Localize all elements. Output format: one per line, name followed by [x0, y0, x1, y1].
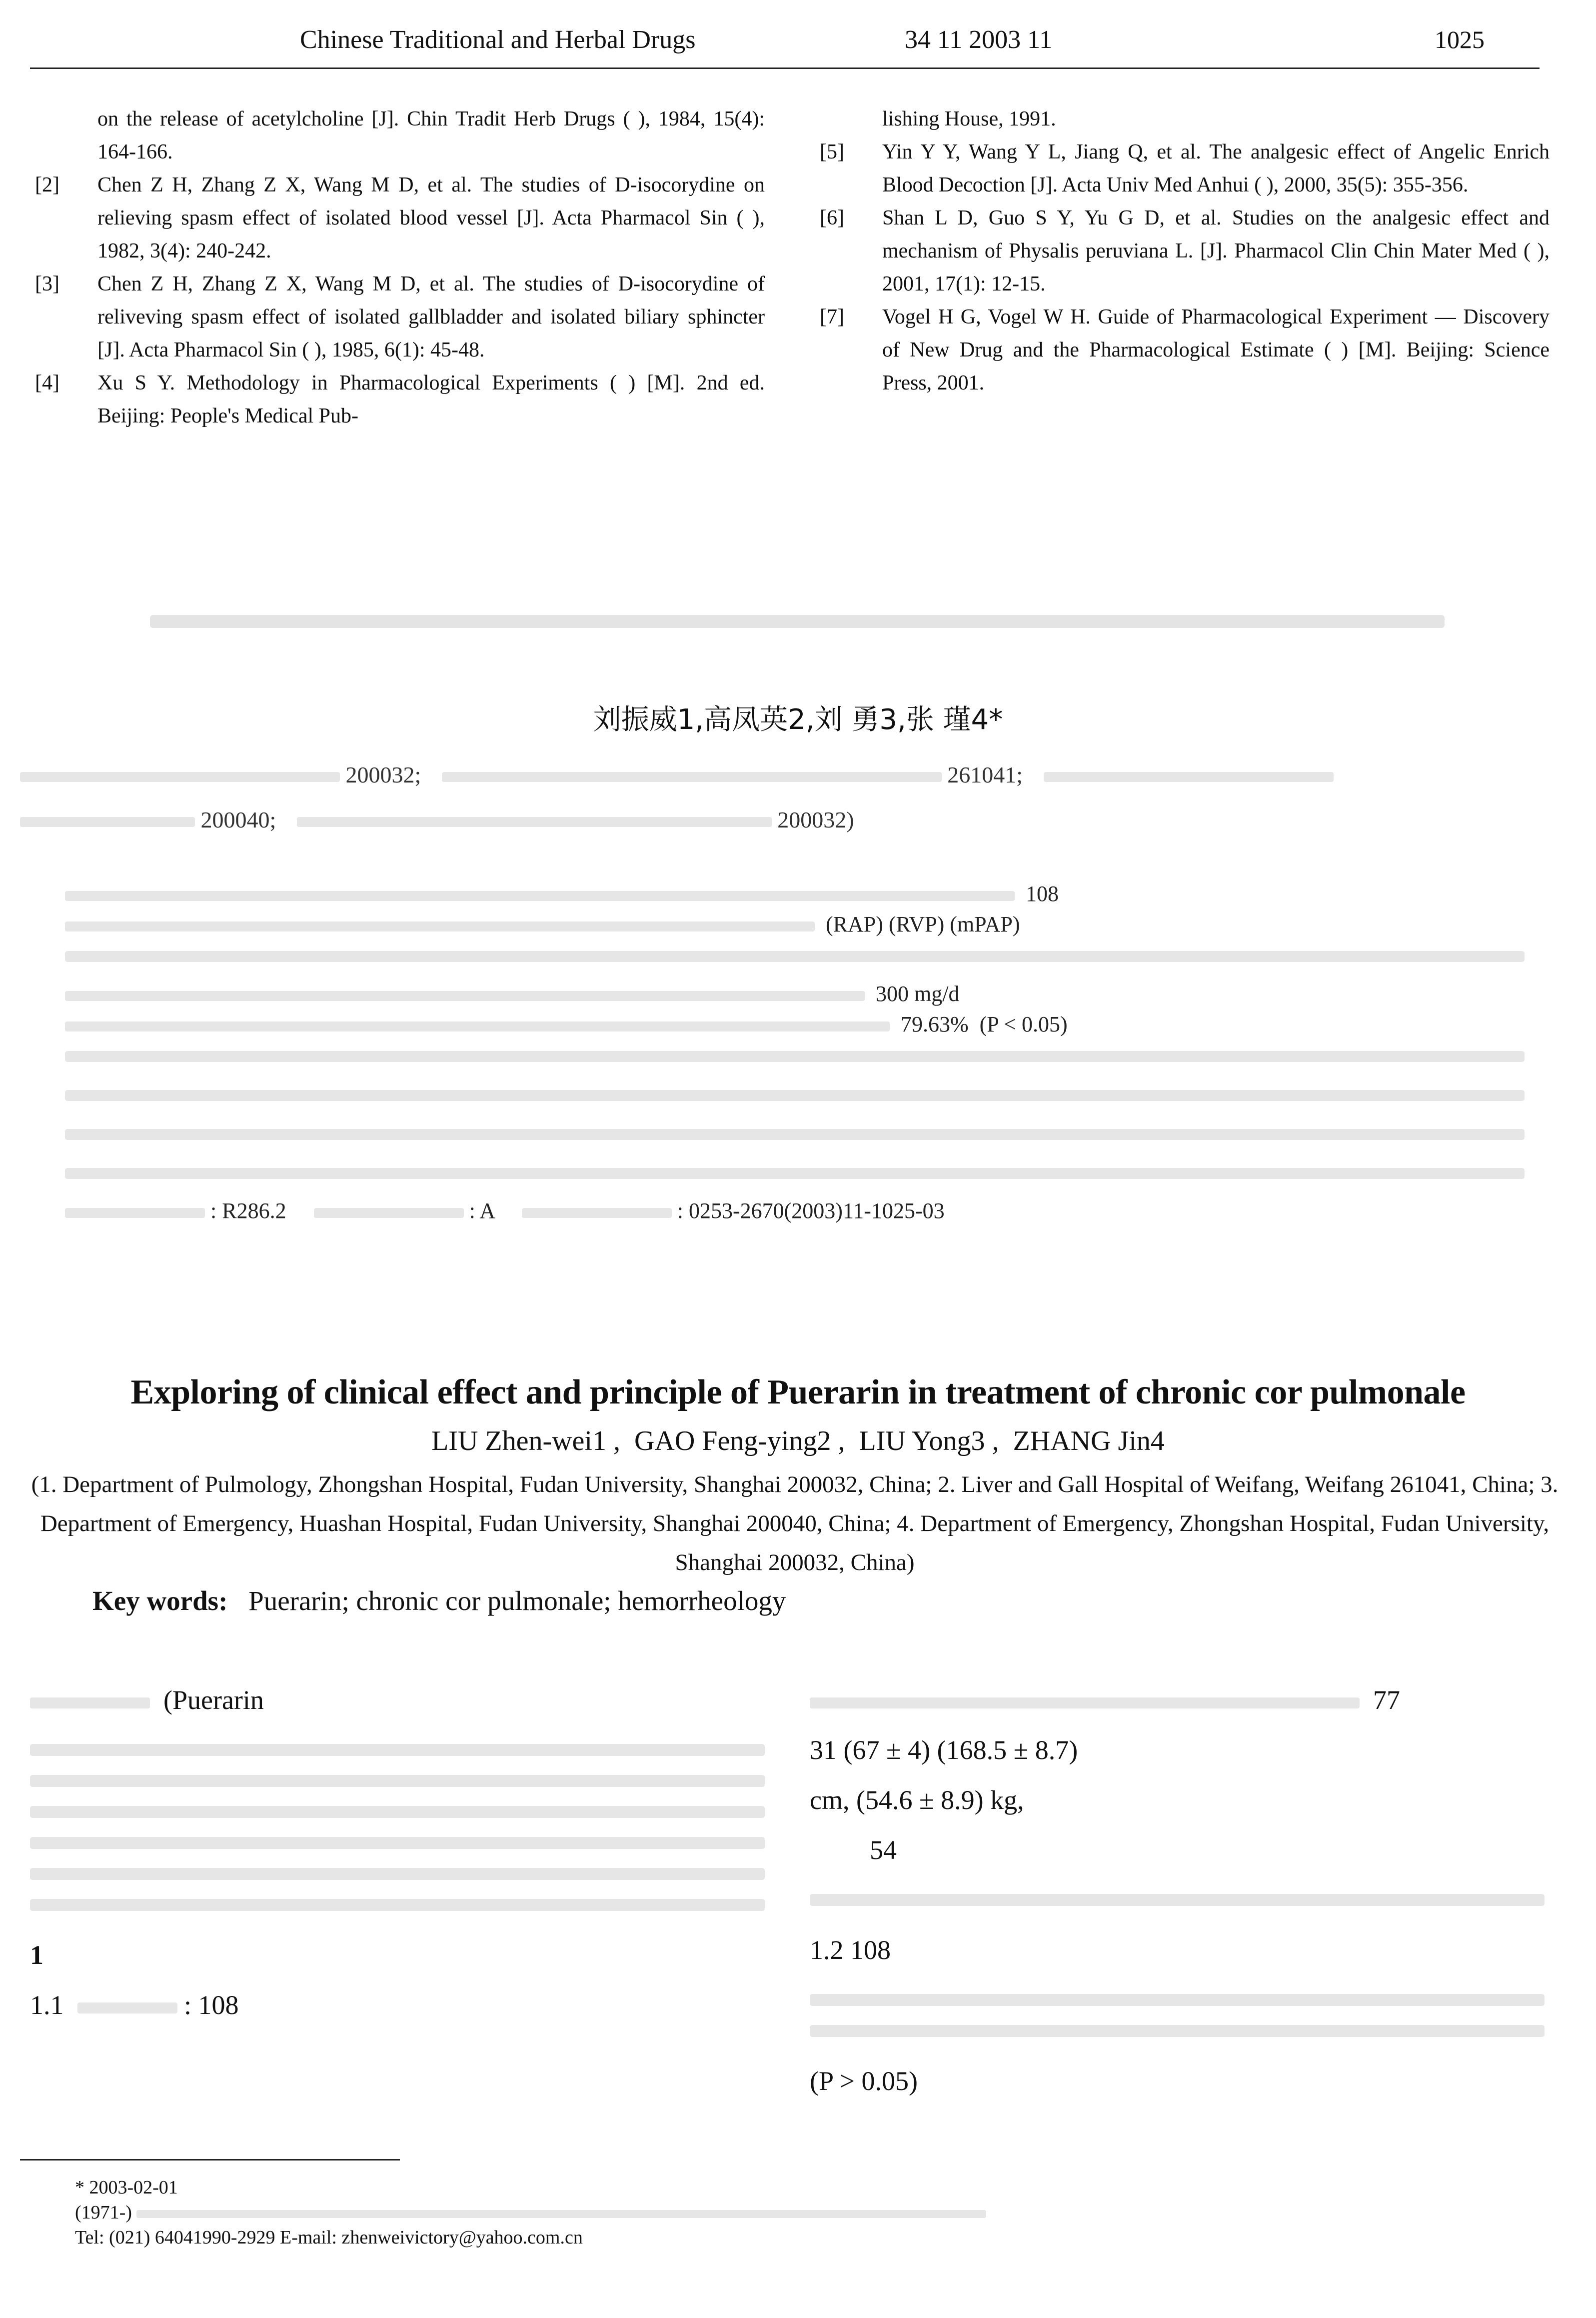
english-keywords [92, 1585, 1542, 1616]
body-line: 1.2 108 [810, 1935, 891, 1965]
reference-text: Shan L D, Guo S Y, Yu G D, et al. Studies on the analgesic effect and mechanism of Physalis peruviana L. [J]. Pharmacol Clin Chin Mater Med ( ), 2001, 17(1): 12-15. [882, 206, 1550, 296]
reference-item [820, 102, 1550, 136]
reference-text: Xu S Y. Methodology in Pharmacological Experiments ( ) [M]. 2nd ed. Beijing: People's Medical Pub- [97, 372, 765, 428]
chinese-abstract-illegible [65, 882, 1525, 1238]
references-right-column [820, 102, 1550, 400]
reference-item [820, 202, 1550, 300]
illegible-text-placeholder [30, 1806, 765, 1818]
article-id: 0253-2670(2003)11-1025-03 [688, 1198, 945, 1223]
abstract-fragment: 79.63% (P < 0.05) [65, 1012, 1525, 1037]
reference-number: [6] [820, 206, 844, 230]
section-heading: 1 [30, 1940, 43, 1970]
reference-text: Yin Y Y, Wang Y L, Jiang Q, et al. The analgesic effect of Angelic Enrich Blood Decoction [J]. Acta Univ Med Anhui ( ), 2000, 35(5): 355-356. [882, 140, 1550, 196]
footnote [75, 2175, 1550, 2250]
reference-number: [3] [35, 272, 59, 296]
reference-item [35, 366, 765, 432]
page-number: 1025 [1435, 26, 1485, 54]
illegible-text-placeholder [810, 1894, 1545, 1906]
illegible-text-placeholder [65, 1051, 1525, 1062]
reference-text: Chen Z H, Zhang Z X, Wang M D, et al. The studies of D-isocorydine of reliveving spasm effect of isolated gallbladder and isolated biliary sphincter [J]. Acta Pharmacol Sin ( ), 1985, 6(1): 45-48. [97, 272, 765, 362]
abstract-fragment: (RAP) (RVP) (mPAP) [65, 912, 1525, 937]
illegible-text-placeholder [1044, 772, 1334, 782]
author-name: GAO Feng-ying2 [634, 1426, 831, 1456]
author-bio: (1971-) [75, 2200, 1550, 2225]
illegible-text-placeholder [65, 1168, 1525, 1179]
illegible-text-placeholder [150, 615, 1445, 628]
keywords-label: Key words: [92, 1586, 228, 1616]
abstract-fragment: 300 mg/d [65, 981, 1525, 1006]
contact-line: Tel: (021) 64041990-2929 E-mail: zhenweivictory@yahoo.com.cn [75, 2227, 583, 2248]
body-line: (P > 0.05) [810, 2066, 918, 2096]
document-code: A [479, 1198, 494, 1223]
body-line: 1.1 : 108 [30, 1990, 239, 2020]
illegible-text-placeholder [30, 1868, 765, 1880]
author-name: LIU Zhen-wei1 [431, 1426, 606, 1456]
reference-number: [4] [35, 372, 59, 394]
classification-line: : R286.2 : A : 0253-2670(2003)11-1025-03 [65, 1198, 1525, 1224]
illegible-text-placeholder [30, 1775, 765, 1787]
illegible-text-placeholder [297, 817, 772, 827]
reference-number: [2] [35, 174, 59, 196]
clc-number: R286.2 [222, 1198, 286, 1223]
body-line: 31 (67 ± 4) (168.5 ± 8.7) [810, 1735, 1078, 1765]
illegible-text-placeholder [30, 1899, 765, 1911]
english-affiliations: (1. Department of Pulmology, Zhongshan Hospital, Fudan University, Shanghai 200032, China; 2. Liver and Gall Hospital of Weifang, Weifang 261041, China; 3. Department of Emergency, Huashan Hospital, Fudan University, Shanghai 200040, China; 4. Department of Emergency, Zhongshan Hospital, Fudan University, Shanghai 200032, China) [31, 1472, 1559, 1576]
body-line: 77 [810, 1675, 1545, 1725]
english-authors: LIU Zhen-wei1 , GAO Feng-ying2 , LIU Yong3 , ZHANG Jin4 [431, 1426, 1165, 1456]
reference-item [820, 136, 1550, 202]
references-left-column [35, 102, 765, 432]
running-header [30, 20, 1540, 69]
received-date: * 2003-02-01 [75, 2177, 178, 2198]
reference-text: Chen Z H, Zhang Z X, Wang M D, et al. The studies of D-isocorydine on relieving spasm effect of isolated blood vessel [J]. Acta Pharmacol Sin ( ), 1982, 3(4): 240-242. [97, 174, 765, 262]
body-left-column [30, 1675, 765, 2030]
illegible-text-placeholder [30, 1837, 765, 1849]
english-title: Exploring of clinical effect and principle of Puerarin in treatment of chronic cor pulmonale [130, 1373, 1466, 1412]
reference-item [35, 168, 765, 268]
footnote-rule [20, 2159, 400, 2160]
reference-item [35, 102, 765, 168]
postcode: 200032 [777, 807, 847, 832]
illegible-text-placeholder [810, 1994, 1545, 2006]
body-line: 54 [870, 1835, 897, 1865]
postcode: 261041 [947, 762, 1017, 788]
postcode: 200040 [200, 807, 270, 832]
body-line: cm, (54.6 ± 8.9) kg, [810, 1785, 1024, 1815]
illegible-text-placeholder [20, 817, 195, 827]
reference-item [820, 300, 1550, 400]
postcode: 200032 [345, 762, 415, 788]
illegible-text-placeholder [65, 951, 1525, 962]
reference-item [35, 268, 765, 366]
chinese-title-illegible [150, 585, 1445, 665]
keywords-text: Puerarin; chronic cor pulmonale; hemorrheology [248, 1586, 786, 1616]
body-right-column [810, 1675, 1545, 2106]
journal-name: Chinese Traditional and Herbal Drugs [300, 26, 696, 54]
reference-text: on the release of acetylcholine [J]. Chin Tradit Herb Drugs ( ), 1984, 15(4): 164-166. [97, 108, 765, 164]
reference-text: lishing House, 1991. [882, 108, 1056, 130]
illegible-text-placeholder [20, 772, 340, 782]
chinese-affiliations: 200032; 261041; 200040; 200032) [20, 752, 1570, 842]
reference-number: [5] [820, 140, 844, 164]
illegible-text-placeholder [65, 1129, 1525, 1140]
reference-text: Vogel H G, Vogel W H. Guide of Pharmacological Experiment — Discovery of New Drug and the Pharmacological Estimate ( ) [M]. Beijing: Science Press, 2001. [882, 306, 1550, 394]
issue-info: 34 11 2003 11 [905, 26, 1053, 54]
illegible-text-placeholder [65, 1090, 1525, 1101]
illegible-text-placeholder [442, 772, 942, 782]
author-name: LIU Yong3 [859, 1426, 985, 1456]
author-name: ZHANG Jin4 [1013, 1426, 1165, 1456]
abstract-fragment: 108 [65, 881, 1525, 906]
body-line: (Puerarin [30, 1675, 765, 1725]
chinese-authors: 刘振威1,高凤英2,刘 勇3,张 瑾4* [593, 704, 1003, 736]
illegible-text-placeholder [810, 2025, 1545, 2037]
illegible-text-placeholder [30, 1744, 765, 1756]
reference-number: [7] [820, 306, 844, 328]
